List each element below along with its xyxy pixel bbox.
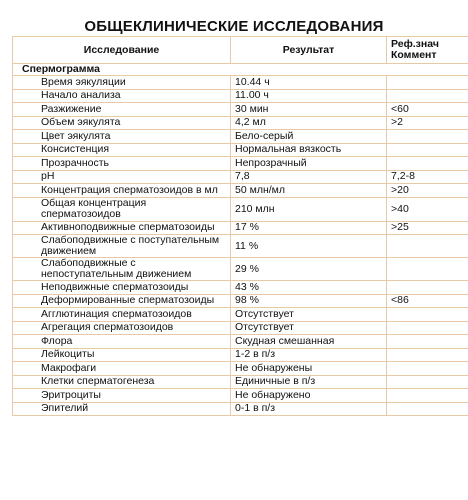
- cell-reference: [387, 348, 468, 362]
- header-ref-line1: Реф.знач: [391, 38, 439, 50]
- cell-result: 210 млн: [231, 197, 387, 221]
- cell-reference: <60: [387, 103, 468, 117]
- cell-reference: [387, 76, 468, 90]
- results-table: [12, 36, 468, 416]
- table-row: [13, 116, 468, 130]
- cell-test-name: Активноподвижные сперматозоиды: [13, 221, 231, 235]
- cell-reference: >20: [387, 184, 468, 198]
- cell-result: 11 %: [231, 235, 387, 258]
- section-title: Спермограмма: [13, 64, 468, 76]
- table-row: [13, 157, 468, 171]
- cell-reference: [387, 143, 468, 157]
- cell-reference: >25: [387, 221, 468, 235]
- table-row: [13, 389, 468, 403]
- cell-reference: [387, 375, 468, 389]
- table-row: [13, 281, 468, 295]
- cell-test-name: Неподвижные сперматозоиды: [13, 281, 231, 295]
- table-row: [13, 89, 468, 103]
- cell-reference: [387, 308, 468, 322]
- cell-reference: [387, 258, 468, 281]
- header-ref-line2: Коммент: [391, 49, 437, 61]
- cell-test-name: Деформированные сперматозоиды: [13, 294, 231, 308]
- cell-reference: [387, 130, 468, 144]
- cell-reference: [387, 402, 468, 416]
- cell-result: Не обнаружено: [231, 389, 387, 403]
- cell-test-name: Клетки сперматогенеза: [13, 375, 231, 389]
- cell-result: Непрозрачный: [231, 157, 387, 171]
- cell-result: 50 млн/мл: [231, 184, 387, 198]
- table-row: [13, 130, 468, 144]
- cell-reference: [387, 321, 468, 335]
- table-row: [13, 258, 468, 281]
- cell-result: 17 %: [231, 221, 387, 235]
- table-row: [13, 221, 468, 235]
- cell-result: 1-2 в п/з: [231, 348, 387, 362]
- table-row: [13, 143, 468, 157]
- cell-test-name: Объем эякулята: [13, 116, 231, 130]
- section-row: [13, 64, 468, 76]
- table-row: [13, 375, 468, 389]
- cell-reference: >2: [387, 116, 468, 130]
- cell-reference: 7,2-8: [387, 170, 468, 184]
- table-row: [13, 197, 468, 221]
- table-row: [13, 170, 468, 184]
- table-row: [13, 321, 468, 335]
- cell-result: 43 %: [231, 281, 387, 295]
- table-row: [13, 184, 468, 198]
- cell-test-name: Цвет эякулята: [13, 130, 231, 144]
- cell-test-name: pH: [13, 170, 231, 184]
- header-result: Результат: [231, 37, 387, 64]
- header-test: Исследование: [13, 37, 231, 64]
- cell-test-name: Агглютинация сперматозоидов: [13, 308, 231, 322]
- cell-reference: [387, 281, 468, 295]
- cell-reference: [387, 89, 468, 103]
- cell-test-name: Слабоподвижные с поступательным движением: [13, 235, 231, 258]
- cell-result: Отсутствует: [231, 321, 387, 335]
- cell-result: Нормальная вязкость: [231, 143, 387, 157]
- cell-result: 29 %: [231, 258, 387, 281]
- cell-reference: [387, 362, 468, 376]
- cell-result: 98 %: [231, 294, 387, 308]
- cell-test-name: Общая концентрация сперматозоидов: [13, 197, 231, 221]
- cell-result: Не обнаружены: [231, 362, 387, 376]
- table-row: [13, 335, 468, 349]
- cell-reference: <86: [387, 294, 468, 308]
- cell-result: 4,2 мл: [231, 116, 387, 130]
- cell-test-name: Время эякуляции: [13, 76, 231, 90]
- cell-result: Единичные в п/з: [231, 375, 387, 389]
- table-row: [13, 362, 468, 376]
- table-row: [13, 294, 468, 308]
- cell-result: 7,8: [231, 170, 387, 184]
- table-row: [13, 235, 468, 258]
- cell-test-name: Эпителий: [13, 402, 231, 416]
- cell-test-name: Лейкоциты: [13, 348, 231, 362]
- cell-reference: >40: [387, 197, 468, 221]
- cell-test-name: Разжижение: [13, 103, 231, 117]
- cell-test-name: Макрофаги: [13, 362, 231, 376]
- table-row: [13, 76, 468, 90]
- table-row: [13, 402, 468, 416]
- cell-reference: [387, 389, 468, 403]
- cell-test-name: Слабоподвижные с непоступательным движением: [13, 258, 231, 281]
- cell-result: Бело-серый: [231, 130, 387, 144]
- cell-test-name: Агрегация сперматозоидов: [13, 321, 231, 335]
- cell-result: 11.00 ч: [231, 89, 387, 103]
- cell-reference: [387, 335, 468, 349]
- header-reference: [387, 37, 468, 64]
- cell-test-name: Флора: [13, 335, 231, 349]
- header-row: [13, 37, 468, 64]
- cell-reference: [387, 235, 468, 258]
- table-row: [13, 103, 468, 117]
- cell-test-name: Начало анализа: [13, 89, 231, 103]
- cell-test-name: Прозрачность: [13, 157, 231, 171]
- cell-test-name: Эритроциты: [13, 389, 231, 403]
- cell-reference: [387, 157, 468, 171]
- cell-result: Скудная смешанная: [231, 335, 387, 349]
- table-row: [13, 308, 468, 322]
- cell-result: 0-1 в п/з: [231, 402, 387, 416]
- cell-result: 30 мин: [231, 103, 387, 117]
- cell-test-name: Консистенция: [13, 143, 231, 157]
- report-title: ОБЩЕКЛИНИЧЕСКИЕ ИССЛЕДОВАНИЯ: [84, 18, 384, 35]
- table-row: [13, 348, 468, 362]
- cell-result: 10.44 ч: [231, 76, 387, 90]
- cell-result: Отсутствует: [231, 308, 387, 322]
- cell-test-name: Концентрация сперматозоидов в мл: [13, 184, 231, 198]
